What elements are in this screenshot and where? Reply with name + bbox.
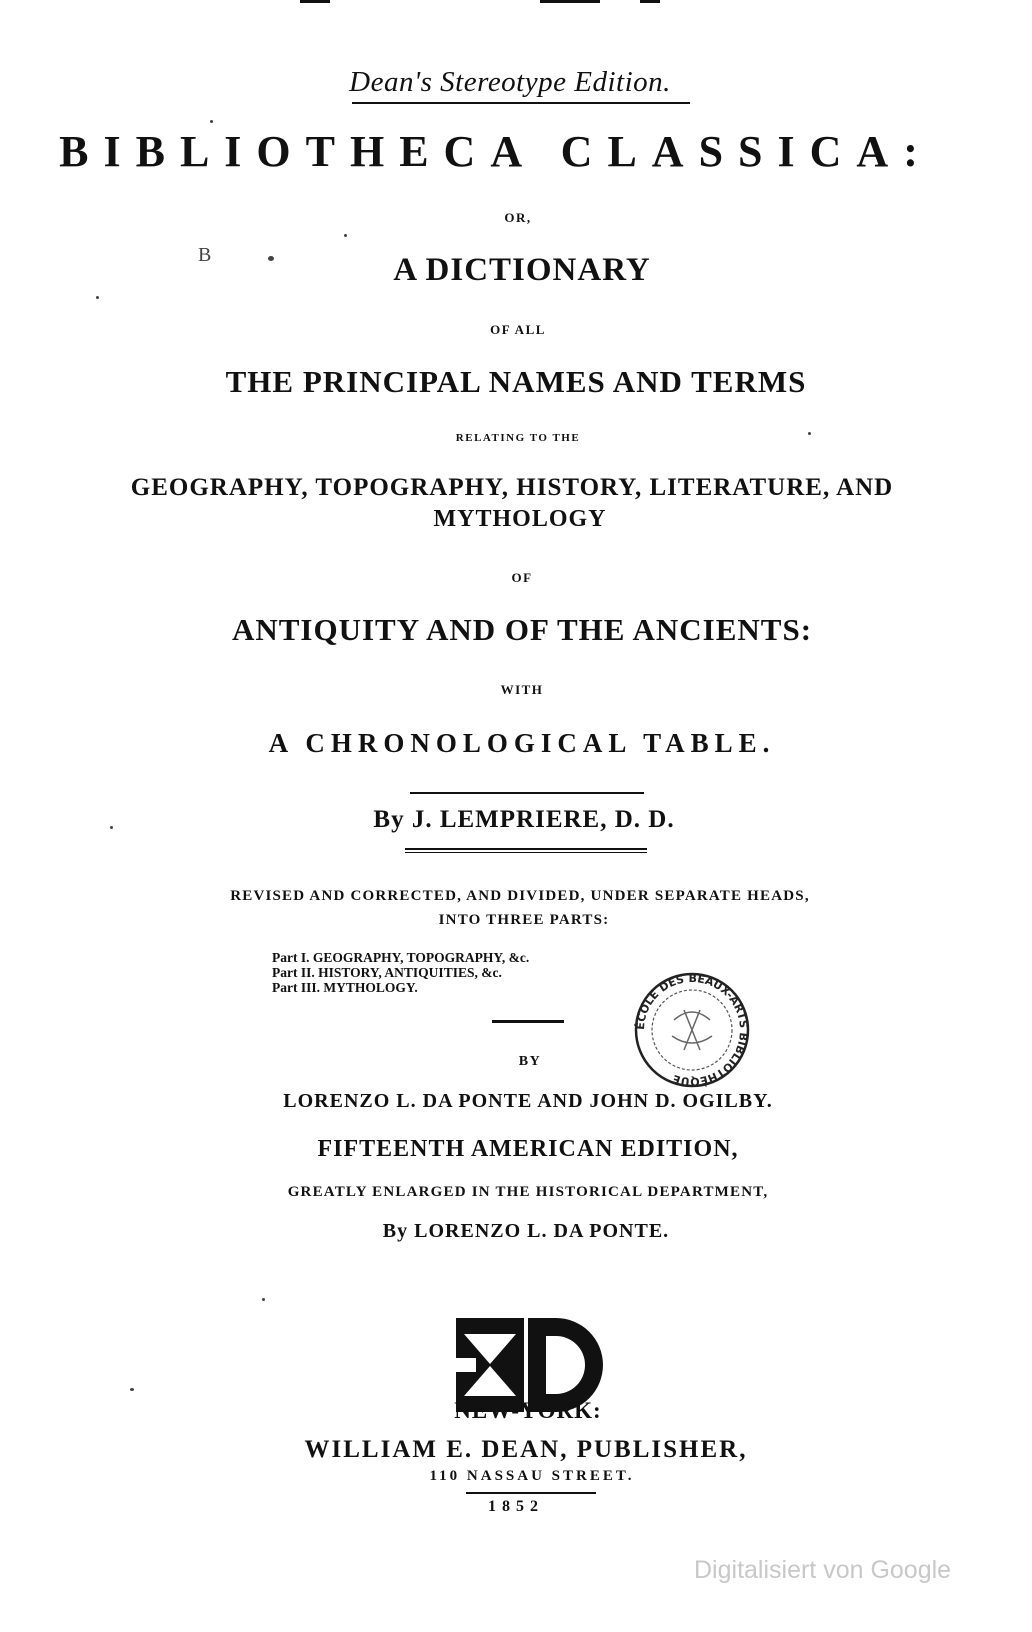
publisher-line: WILLIAM E. DEAN, PUBLISHER, xyxy=(304,1436,748,1463)
enlarged-line: GREATLY ENLARGED IN THE HISTORICAL DEPARTMENT, xyxy=(287,1184,769,1200)
ink-speck xyxy=(262,1298,265,1301)
ink-speck xyxy=(130,1388,134,1391)
part-1: Part I. GEOGRAPHY, TOPOGRAPHY, &c. xyxy=(272,950,530,965)
edition-underline xyxy=(352,102,690,104)
rule-below-author-1 xyxy=(405,848,647,850)
street-line: 110 NASSAU STREET. xyxy=(429,1468,635,1484)
revised-line-2: INTO THREE PARTS: xyxy=(438,912,610,928)
of-all-line: OF ALL xyxy=(490,322,546,337)
rule-below-author-2 xyxy=(405,852,647,853)
ink-speck xyxy=(344,234,347,237)
stamp-text: ÉCOLE DES BEAUX-ARTS BIBLIOTHÈQUE xyxy=(633,971,751,1089)
ink-speck xyxy=(110,826,113,829)
top-edge-remnant xyxy=(300,0,330,3)
digitization-watermark: Digitalisiert von Google xyxy=(694,1556,952,1584)
part-2: Part II. HISTORY, ANTIQUITIES, &c. xyxy=(272,965,502,980)
marginal-mark: B xyxy=(198,244,212,266)
fifteenth-edition-line: FIFTEENTH AMERICAN EDITION, xyxy=(317,1136,739,1162)
chronological-table-line: A CHRONOLOGICAL TABLE. xyxy=(268,728,776,758)
book-title: BIBLIOTHECA CLASSICA: xyxy=(59,127,933,176)
or-line: OR, xyxy=(504,210,532,225)
library-stamp-icon xyxy=(632,970,752,1090)
with-line: WITH xyxy=(500,682,544,697)
short-rule xyxy=(492,1020,564,1023)
part-3: Part III. MYTHOLOGY. xyxy=(272,980,418,995)
subjects-line-2: MYTHOLOGY xyxy=(433,506,607,532)
year-partial: 1852 xyxy=(488,1498,544,1515)
by-daponte-line: By LORENZO L. DA PONTE. xyxy=(382,1220,670,1242)
revised-line-1: REVISED AND CORRECTED, AND DIVIDED, UNDER SEPARATE HEADS, xyxy=(230,888,810,904)
by-line: BY xyxy=(518,1054,542,1069)
antiquity-line: ANTIQUITY AND OF THE ANCIENTS: xyxy=(231,612,813,647)
ink-speck xyxy=(96,296,99,299)
rule-above-author xyxy=(410,792,644,794)
ink-speck xyxy=(808,432,811,435)
subjects-line-1: GEOGRAPHY, TOPOGRAPHY, HISTORY, LITERATURE, AND xyxy=(130,474,894,501)
top-edge-remnant xyxy=(640,0,660,3)
names-terms-line: THE PRINCIPAL NAMES AND TERMS xyxy=(225,364,807,399)
author-line: By J. LEMPRIERE, D. D. xyxy=(373,806,675,833)
rule-above-year xyxy=(466,1492,596,1494)
city-line: NEW-YORK: xyxy=(454,1398,602,1423)
top-edge-remnant xyxy=(540,0,600,3)
subtitle: A DICTIONARY xyxy=(393,252,651,288)
edition-line: Dean's Stereotype Edition. xyxy=(349,66,671,98)
relating-line: RELATING TO THE xyxy=(455,432,581,444)
of-line: OF xyxy=(511,570,533,585)
editors-line: LORENZO L. DA PONTE AND JOHN D. OGILBY. xyxy=(283,1090,773,1112)
ink-speck xyxy=(210,120,213,123)
